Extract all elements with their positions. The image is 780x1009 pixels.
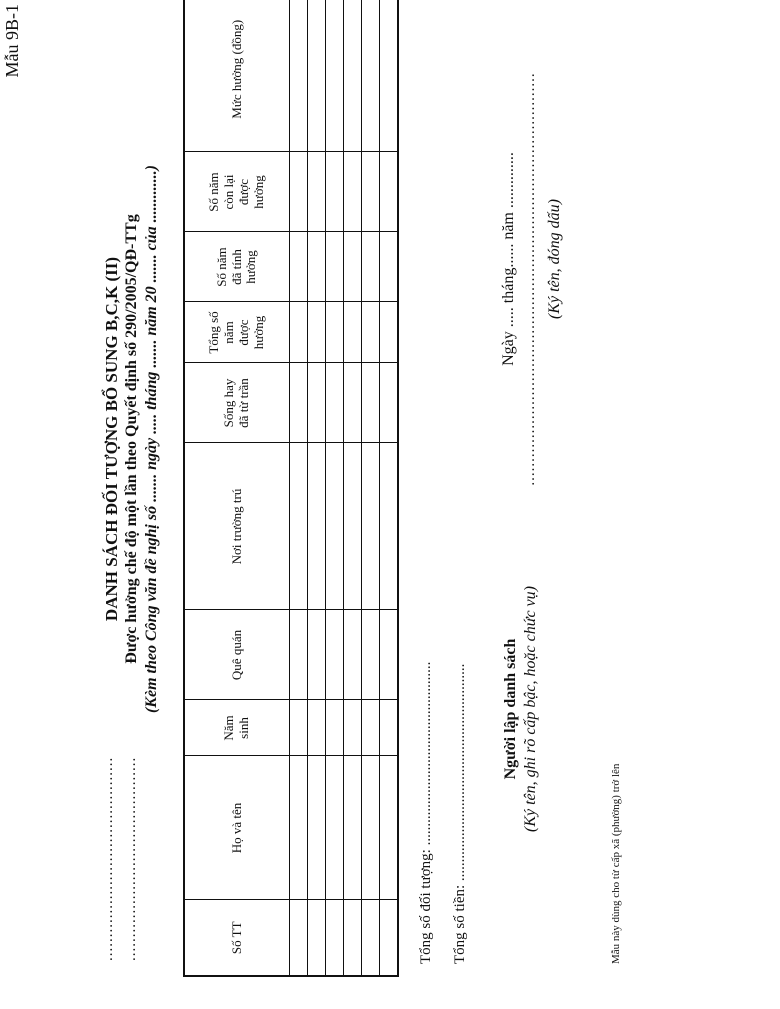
approver-dots: .......................................................................................: [522, 72, 538, 486]
table-cell: [326, 302, 344, 363]
table-cell: [290, 610, 308, 700]
total-amount: Tổng số tiền: ..........................................................: [452, 663, 468, 964]
table-header-row: [184, 0, 290, 976]
col-header-nam-sinh: Năm sinh: [184, 700, 290, 756]
table-row: [290, 0, 308, 976]
table-cell: [362, 900, 380, 976]
preparer-note: (Ký tên, ghi rõ cấp bậc, hoặc chức vụ): [522, 586, 539, 832]
table-cell: [290, 443, 308, 610]
table-row: [308, 0, 326, 976]
table-cell: [344, 610, 362, 700]
document-subtitle: Được hưởng chế độ một lần theo Quyết định số 290/2005/QĐ-TTg: [123, 214, 140, 664]
table-row: [326, 0, 344, 976]
table-cell: [344, 152, 362, 232]
signature-date: Ngày ..... tháng...... năm ..............: [500, 152, 517, 366]
table-cell: [308, 756, 326, 900]
table-cell: [362, 610, 380, 700]
table-cell: [380, 700, 399, 756]
table-cell: [344, 302, 362, 363]
col-header-so-nam-con-lai: Số năm còn lại được hưởng: [184, 152, 290, 232]
col-header-tong-so-nam: Tổng số năm được hưởng: [184, 302, 290, 363]
col-header-noi-truong-tru: Nơi trường trú: [184, 443, 290, 610]
document-subtitle-reference: (Kèm theo Công văn đề nghị số ....... ngày ..... tháng ....... năm 20 ....... của .............): [143, 164, 160, 714]
form-code: Mẫu 9B-1: [2, 4, 22, 78]
table-cell: [308, 302, 326, 363]
table-cell: [344, 756, 362, 900]
table-cell: [290, 363, 308, 443]
preparer-title: Người lập danh sách: [502, 638, 519, 780]
table-row: [380, 0, 399, 976]
table-cell: [326, 700, 344, 756]
table-cell: [362, 756, 380, 900]
usage-footnote: Mẫu này dùng cho từ cấp xã (phường) trở lên: [610, 763, 622, 964]
table-cell: [380, 443, 399, 610]
approver-note: (Ký tên, đóng dấu): [546, 199, 563, 319]
table-cell: [308, 0, 326, 152]
table-cell: [362, 232, 380, 302]
table-cell: [344, 232, 362, 302]
table-cell: [326, 363, 344, 443]
col-header-song-hay-tu-tran: Sống hay đã từ trần: [184, 363, 290, 443]
table-cell: [344, 443, 362, 610]
col-header-que-quan: Quê quán: [184, 610, 290, 700]
table-cell: [380, 302, 399, 363]
table-cell: [344, 900, 362, 976]
table-cell: [290, 232, 308, 302]
table-cell: [326, 152, 344, 232]
total-beneficiaries: Tổng số đối tượng: .................................................: [418, 661, 434, 964]
table-cell: [380, 152, 399, 232]
table-cell: [380, 610, 399, 700]
col-header-stt: Số TT: [184, 900, 290, 976]
table-cell: [326, 0, 344, 152]
col-header-muc-huong: Mức hưởng (đồng): [184, 0, 290, 152]
table-cell: [362, 700, 380, 756]
table-cell: [362, 302, 380, 363]
table-cell: [380, 232, 399, 302]
table-cell: [308, 610, 326, 700]
table-cell: [308, 900, 326, 976]
table-cell: [326, 443, 344, 610]
table-cell: [308, 443, 326, 610]
table-cell: [380, 756, 399, 900]
table-cell: [290, 700, 308, 756]
table-cell: [326, 232, 344, 302]
table-cell: [380, 363, 399, 443]
table-row: [344, 0, 362, 976]
table-cell: [290, 756, 308, 900]
unit-line-1: ...........................................: [100, 756, 116, 961]
col-header-so-nam-da-tinh: Số năm đã tính hưởng: [184, 232, 290, 302]
table-cell: [344, 363, 362, 443]
table-cell: [290, 152, 308, 232]
document-title: DANH SÁCH ĐỐI TƯỢNG BỔ SUNG B,C,K (II): [102, 256, 121, 622]
unit-line-2: ...........................................: [123, 756, 139, 961]
table-cell: [308, 232, 326, 302]
beneficiary-table: [183, 0, 399, 977]
table-cell: [344, 700, 362, 756]
table-cell: [362, 443, 380, 610]
table-cell: [344, 0, 362, 152]
table-cell: [362, 363, 380, 443]
table-cell: [290, 900, 308, 976]
table-row: [362, 0, 380, 976]
table-cell: [326, 610, 344, 700]
table-cell: [362, 152, 380, 232]
table-cell: [308, 363, 326, 443]
table-cell: [308, 152, 326, 232]
table-cell: [326, 756, 344, 900]
table-cell: [308, 700, 326, 756]
table-cell: [290, 302, 308, 363]
table-cell: [290, 0, 308, 152]
table-cell: [326, 900, 344, 976]
table-cell: [362, 0, 380, 152]
table-cell: [380, 900, 399, 976]
col-header-ho-ten: Họ và tên: [184, 756, 290, 900]
table-cell: [380, 0, 399, 152]
